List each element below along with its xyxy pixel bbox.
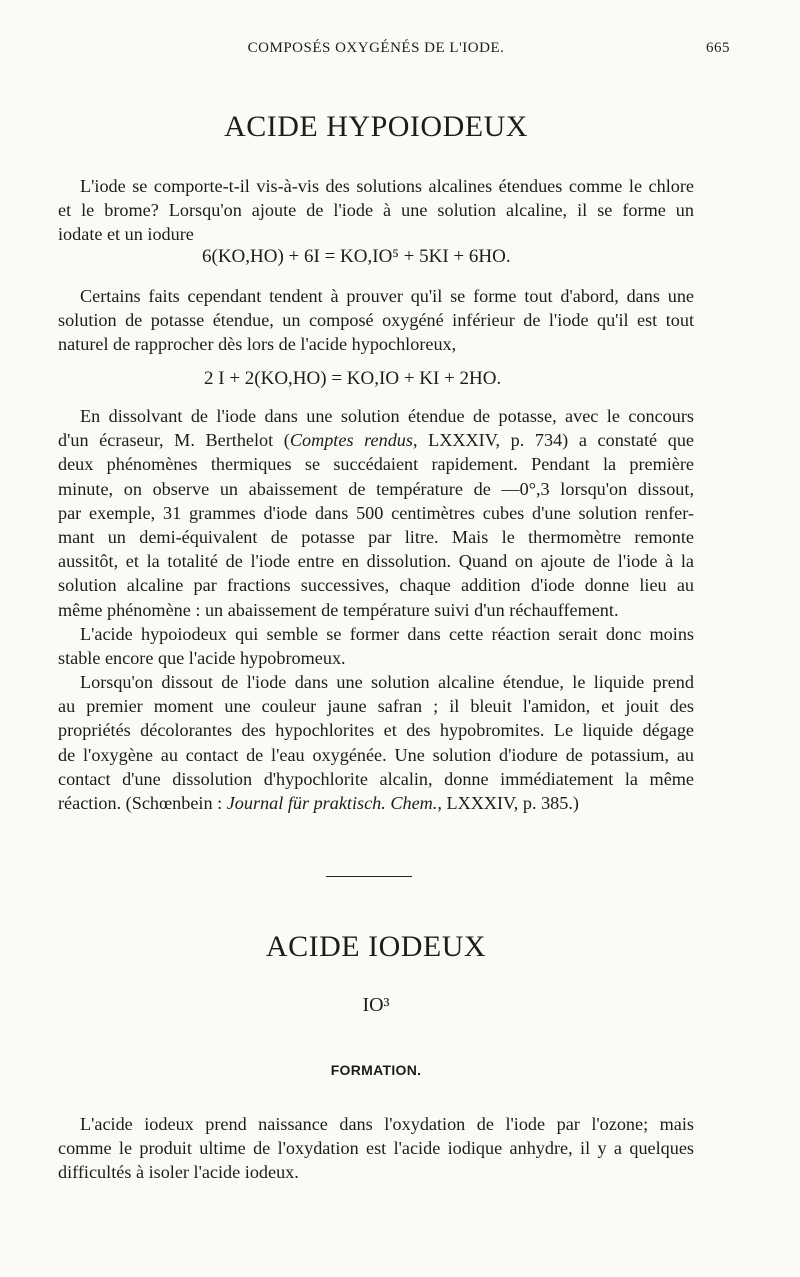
text-line: deux phénomènes thermiques se succédaient rapidement. Pendant la première <box>58 454 694 475</box>
equation-iodate: 6(KO,HO) + 6I = KO,IO⁵ + 5KI + 6HO. <box>202 246 511 267</box>
text-line: En dissolvant de l'iode dans une solution étendue de potasse, avec le concours <box>80 406 694 426</box>
citation-suffix: , LXXXIV, p. 734) a constaté que <box>412 430 694 451</box>
text-line: stable encore que l'acide hypobromeux. <box>58 648 346 669</box>
equation-hypoiodite: 2 I + 2(KO,HO) = KO,IO + KI + 2HO. <box>204 368 502 389</box>
paragraph-stability <box>58 622 694 670</box>
text-line: L'acide hypoiodeux qui semble se former dans cette réaction serait donc moins <box>80 624 694 644</box>
paragraph-hypoiodite <box>58 284 694 357</box>
text-line: par exemple, 31 grammes d'iode dans 500 centimètres cubes d'une solution renfer- <box>58 502 694 523</box>
text-line: Certains faits cependant tendent à prouver qu'il se forme tout d'abord, dans une <box>80 286 694 306</box>
text-line: mant un demi-équivalent de potasse par litre. Mais le thermomètre remonte <box>58 527 694 548</box>
subheading-formation: FORMATION. <box>330 1062 422 1078</box>
paragraph-formation <box>58 1112 694 1185</box>
section-title-iodeux: ACIDE IODEUX <box>265 930 487 963</box>
citation-prefix: d'un écraseur, M. Berthelot ( <box>58 430 290 451</box>
text-line: au premier moment une couleur jaune safran ; il bleuit l'amidon, et jouit des <box>58 696 694 717</box>
journal-name: Comptes rendus <box>289 430 413 451</box>
page-number: 665 <box>706 40 730 56</box>
text-line: difficultés à isoler l'acide iodeux. <box>58 1162 299 1183</box>
running-title: COMPOSÉS OXYGÉNÉS DE L'IODE. <box>247 40 505 56</box>
text-line: iodate et un iodure <box>58 224 194 245</box>
paragraph-schoenbein <box>58 670 694 815</box>
text-line: naturel de rapprocher dès lors de l'acide hypochloreux, <box>58 334 457 355</box>
text-line-citation <box>58 428 694 452</box>
text-line: solution alcaline par fractions successives, chaque addition d'iode donne lieu au <box>58 575 694 596</box>
text-line: contact d'une dissolution d'hypochlorite alcalin, donne immédiatement la même <box>58 768 694 789</box>
text-line: minute, on observe un abaissement de température de —0°,3 lorsqu'on dissout, <box>58 478 694 499</box>
paragraph-berthelot <box>58 404 694 622</box>
section-divider <box>326 876 412 877</box>
section-title-hypoiodeux: ACIDE HYPOIODEUX <box>224 110 528 143</box>
text-line: même phénomène : un abaissement de température suivi d'un réchauffement. <box>58 599 619 620</box>
paragraph-intro <box>58 174 694 247</box>
text-line: comme le produit ultime de l'oxydation est l'acide iodique anhydre, il y a quelques <box>58 1138 694 1159</box>
text-line: Lorsqu'on dissout de l'iode dans une solution alcaline étendue, le liquide prend <box>80 672 694 692</box>
text-line: solution de potasse étendue, un composé oxygéné inférieur de l'iode qu'il est tout <box>58 310 694 331</box>
text-line: L'acide iodeux prend naissance dans l'oxydation de l'iode par l'ozone; mais <box>80 1114 694 1134</box>
text-line: aussitôt, et la totalité de l'iode entre en dissolution. Quand on ajoute de l'iode à la <box>58 551 694 572</box>
citation-prefix: réaction. (Schœnbein : <box>58 793 227 814</box>
text-line: et le brome? Lorsqu'on ajoute de l'iode à une solution alcaline, il se forme un <box>58 200 694 221</box>
citation-suffix: , LXXXIV, p. 385.) <box>437 793 579 814</box>
text-line: de l'oxygène au contact de l'eau oxygénée. Une solution d'iodure de potassium, au <box>58 744 694 765</box>
running-header <box>58 40 730 57</box>
journal-name: Journal für praktisch. Chem. <box>226 793 438 814</box>
chemical-formula: IO³ <box>362 994 390 1016</box>
text-line: propriétés décolorantes des hypochlorites et des hypobromites. Le liquide dégage <box>58 720 694 741</box>
text-line-citation <box>58 791 694 815</box>
text-line: L'iode se comporte-t-il vis-à-vis des solutions alcalines étendues comme le chlore <box>80 176 694 196</box>
